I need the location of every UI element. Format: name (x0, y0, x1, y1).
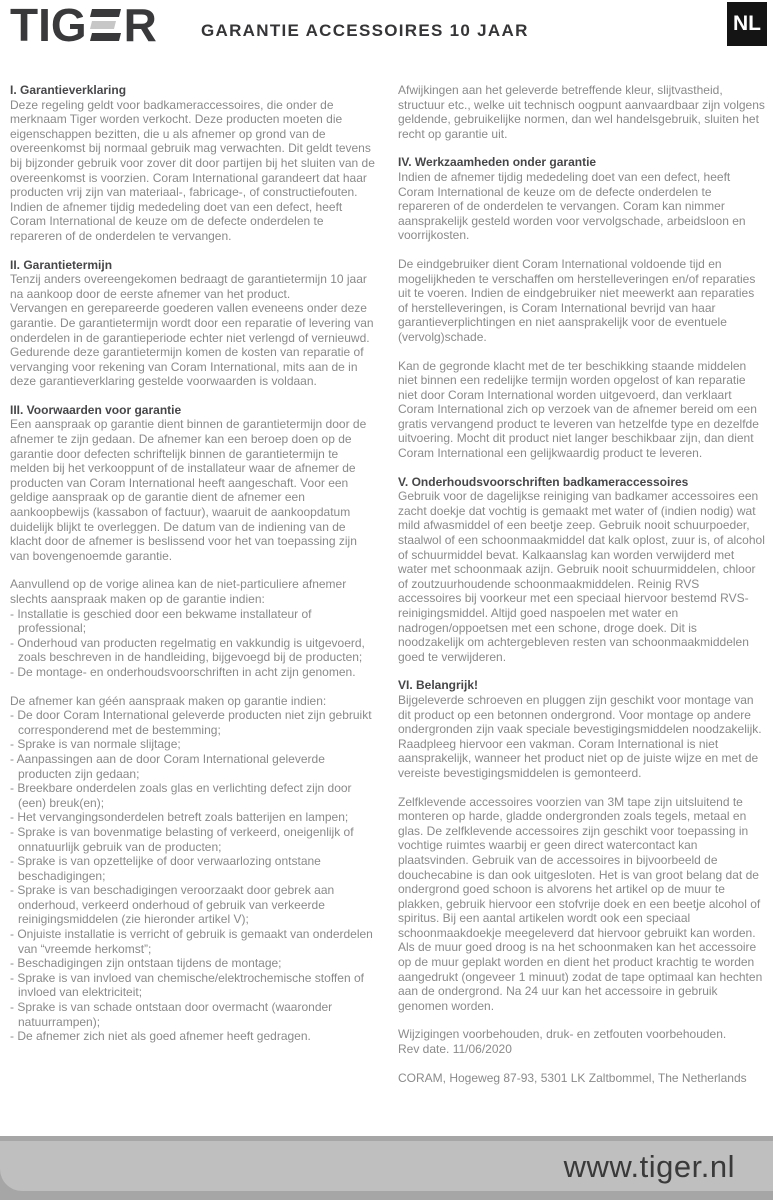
section-3-list2-intro: De afnemer kan géén aanspraak maken op garantie indien: (10, 693, 327, 708)
footer-bar (0, 1141, 773, 1191)
bullet-item: - Onjuiste installatie is verricht of gebruik is gemaakt van onderdelen van “vreemde herkomst”; (10, 927, 373, 956)
bullet-item: - Onderhoud van producten regelmatig en vakkundig is uitgevoerd, zoals beschreven in de handleiding, bijgevoegd bij de producten; (10, 635, 365, 665)
paragraph-line: Vervangen en gerepareerde goederen vallen eveneens onder deze garantie. De garantietermijn wordt door een reparatie of levering van onderdelen in de garantieperiode echter niet verlengd of vernieuwd. (10, 301, 374, 345)
document-body (10, 83, 765, 1085)
document-footer (0, 1136, 773, 1200)
paragraph-line: Tenzij anders overeengekomen bedraagt de garantietermijn 10 jaar na aankoop door de eerste afnemer van het product. (10, 272, 367, 301)
section-3-list1-intro: Aanvullend op de vorige alinea kan de niet-particuliere afnemer slechts aanspraak maken op de garantie indien: (10, 577, 347, 606)
section-4-heading: IV. Werkzaamheden onder garantie (398, 155, 597, 170)
section-3-heading: III. Voorwaarden voor garantie (10, 402, 182, 417)
section-4-paragraph-1: Indien de afnemer tijdig mededeling doet van een defect, heeft Coram International de keuze om de defecte onderdelen te repareren of de onderdelen te vervangen. Coram kan nimmer aansprakelijk gesteld worden voor vervolgschade, arbeidsloon en voorrijkosten. (398, 169, 746, 243)
bullet-item: - De afnemer zich niet als goed afnemer heeft gedragen. (10, 1029, 311, 1044)
section-2-paragraphs (10, 272, 377, 389)
bullet-item: - De door Coram International geleverde producten niet zijn gebruikt corresponderend met de bestemming; (10, 708, 372, 737)
section-3-list2 (10, 708, 377, 1044)
bullet-item: - Sprake is van invloed van chemische/elektrochemische stoffen of invloed van elektriciteit; (10, 970, 364, 1000)
document-title: GARANTIE ACCESSOIRES 10 JAAR (201, 21, 529, 40)
bullet-item: - De montage- en onderhoudsvoorschriften in acht zijn genomen. (10, 664, 356, 679)
section-6-paragraph-1: Bijgeleverde schroeven en pluggen zijn geschikt voor montage van dit product op een betonnen ondergrond. Voor montage op andere ondergronden zijn vaak speciale bevestigingsmiddelen noodzakelijk. Raadpleeg hiervoor een vakman. Coram International is niet aansprakelijk, wanneer het product niet op de juiste wijze en met de vereiste bevestigingsmiddelen is gemonteerd. (398, 692, 762, 780)
deviations-paragraph: Afwijkingen aan het geleverde betreffende kleur, slijtvastheid, structuur etc., welke uit technisch oogpunt aanvaardbaar zijn volgens geldende, gebruikelijke normen, dan wel handelsgebruik, sluiten het recht op garantie uit. (398, 83, 765, 141)
section-2-heading: II. Garantietermijn (10, 257, 113, 272)
logo-e-bar-middle (90, 21, 116, 29)
section-6-paragraph-2: Zelfklevende accessoires voorzien van 3M tape zijn uitsluitend te monteren op harde, gladde ondergronden zoals tegels, metaal en glas. De zelfklevende accessoires zijn geschikt voor toepassing in vochtige ruimtes waarbij er geen direct watercontact kan plaatsvinden. Gebruik van de accessoires in bijvoorbeeld de douchecabine is dan ook uitgesloten. Het is van groot belang dat de ondergrond goed schoon is alvorens het artikel op de muur te plakken, gebruik hiervoor een stofvrije doek en een beetje alcohol of spiritus. Bij een aantal artikelen wordt ook een speciaal schoonmaakdoekje meegeleverd dat hiervoor gebruikt kan worden. Als de muur goed droog is na het schoonmaken kan het accessoire op de muur geplakt worden en dient het product krachtig te worden aangedrukt (ongeveer 1 minuut) zodat de tape optimaal kan hechten aan de ondergrond. Na 24 uur kan het accessoire in gebruik genomen worden. (398, 794, 763, 1013)
section-3-paragraph: Een aanspraak op garantie dient binnen de garantietermijn door de afnemer te zijn gedaan. De afnemer kan een beroep doen op de garantie door defecten schriftelijk binnen de garantietermijn te melden bij het verkooppunt of de installateur waar de afnemer de producten van Coram International heeft aangeschaft. Voor een geldige aanspraak op de garantie dient de afnemer een aankoopbewijs (kassabon of factuur), waaruit de aankoopdatum duidelijk blijkt te overleggen. De datum van de indiening van de klacht door de afnemer is beslissend voor het van toepassing zijn van bovengenoemde garantie. (10, 417, 367, 563)
language-badge-nl: NL (727, 2, 767, 46)
logo-e-bars-icon (91, 9, 120, 41)
logo-text-r: R (123, 0, 157, 51)
bullet-item: - Sprake is van bovenmatige belasting of verkeerd, oneigenlijk of onnatuurlijk gebruik van de producten; (10, 824, 354, 854)
section-1-paragraph: Deze regeling geldt voor badkameraccessoires, die onder de merknaam Tiger worden verkocht. Deze producten moeten die eigenschappen bezitten, die u als afnemer op grond van de overeenkomst bij normaal gebruik mag verwachten. Dit geldt tevens bij bijzonder gebruik voor zover dit door partijen bij het sluiten van de overeenkomst is voorzien. Coram International garandeert dat haar producten vrij zijn van materiaal-, fabricage-, of constructiefouten. Indien de afnemer tijdig mededeling doet van een defect, heeft Coram International de keuze om de defecte onderdelen te repareren of de onderdelen te vervangen. (10, 97, 375, 243)
website-link[interactable]: www.tiger.nl (563, 1148, 735, 1184)
bullet-item: - Installatie is geschied door een bekwame installateur of professional; (10, 606, 312, 636)
bullet-item: - Aanpassingen aan de door Coram International geleverde producten zijn gedaan; (10, 751, 325, 781)
section-6-heading: VI. Belangrijk! (398, 678, 479, 693)
left-column (10, 83, 377, 1085)
section-5-heading: V. Onderhoudsvoorschriften badkameraccessoires (398, 474, 689, 489)
bullet-item: - Breekbare onderdelen zoals glas en verlichting defect zijn door (een) breuk(en); (10, 781, 352, 810)
section-3-list1 (10, 607, 377, 680)
bullet-item: - Sprake is van schade ontstaan door overmacht (waaronder natuurrampen); (10, 1000, 333, 1029)
bullet-item: - Het vervangingsonderdelen betreft zoals batterijen en lampen; (10, 810, 349, 825)
logo-e-bar-bottom (90, 33, 121, 41)
logo-e-bar-top (90, 9, 121, 17)
bullet-item: - Sprake is van opzettelijke of door verwaarlozing ontstane beschadigingen; (10, 854, 321, 883)
paragraph-line: Gedurende deze garantietermijn komen de kosten van reparatie of vervanging voor rekening van Coram International, mits aan de in deze garantieverklaring gestelde voorwaarden is voldaan. (10, 345, 364, 389)
section-5-paragraph: Gebruik voor de dagelijkse reiniging van badkamer accessoires een zacht doekje dat vochtig is gemaakt met water of (indien nodig) wat mild afwasmiddel of een beetje zeep. Gebruik nooit schuurpoeder, staalwol of een schoonmaakmiddel dat kalk oplost, zuur is, of alcohol of schuurmiddel bevat. Kalkaanslag kan worden verwijderd met water met schoonmaak azijn. Gebruik nooit schuurmiddelen, chloor of zoutzuurhoudende schoonmaakmiddelen. Reinig RVS accessoires bij voorkeur met een speciaal hiervoor bestemd RVS-reinigingsmiddel. Altijd goed naspoelen met water en nadrogen/oppoetsen met een schone, droge doek. Dit is noodzakelijk om achtergebleven resten van schoonmaakmiddelen goed te verwijderen. (398, 489, 765, 664)
bullet-item: - Sprake is van normale slijtage; (10, 737, 181, 752)
bullet-item: - Sprake is van beschadigingen veroorzaakt door gebrek aan onderhoud, verkeerd onderhoud of gebruik van verkeerde reinigingsmiddelen (zie hieronder artikel V); (10, 883, 335, 927)
section-4-paragraph-3: Kan de gegronde klacht met de ter beschikking staande middelen niet binnen een redelijke termijn worden opgelost of kan reparatie niet door Coram International worden uitgevoerd, dan verklaart Coram International zich op verzoek van de afnemer bereid om een gratis vervangend product te leveren van hetzelfde type en dezelfde uitvoering. Mocht dit product niet langer beschikbaar zijn, dan dient Coram International een gelijkwaardig product te leveren. (398, 358, 759, 461)
section-4-paragraph-2: De eindgebruiker dient Coram International voldoende tijd en mogelijkheden te verschaffen om herstelleveringen en/of reparaties uit te voeren. Indien de eindgebruiker niet meewerkt aan reparaties of herstelleveringen, is Coram International bevrijd van haar garantieverplichtingen en niet aansprakelijk voor de eventuele (vervolg)schade. (398, 256, 756, 344)
revision-date: Rev date. 11/06/2020 (398, 1042, 512, 1057)
document-header (0, 0, 773, 64)
logo-text-tig: TIG (10, 0, 87, 51)
right-column (398, 83, 765, 1085)
disclaimer-line: Wijzigingen voorbehouden, druk- en zetfouten voorbehouden. (398, 1027, 727, 1042)
bullet-item: - Beschadigingen zijn ontstaan tijdens de montage; (10, 956, 282, 971)
tiger-logo (10, 0, 157, 51)
company-address: CORAM, Hogeweg 87-93, 5301 LK Zaltbommel, The Netherlands (398, 1070, 747, 1085)
section-1-heading: I. Garantieverklaring (10, 83, 127, 97)
